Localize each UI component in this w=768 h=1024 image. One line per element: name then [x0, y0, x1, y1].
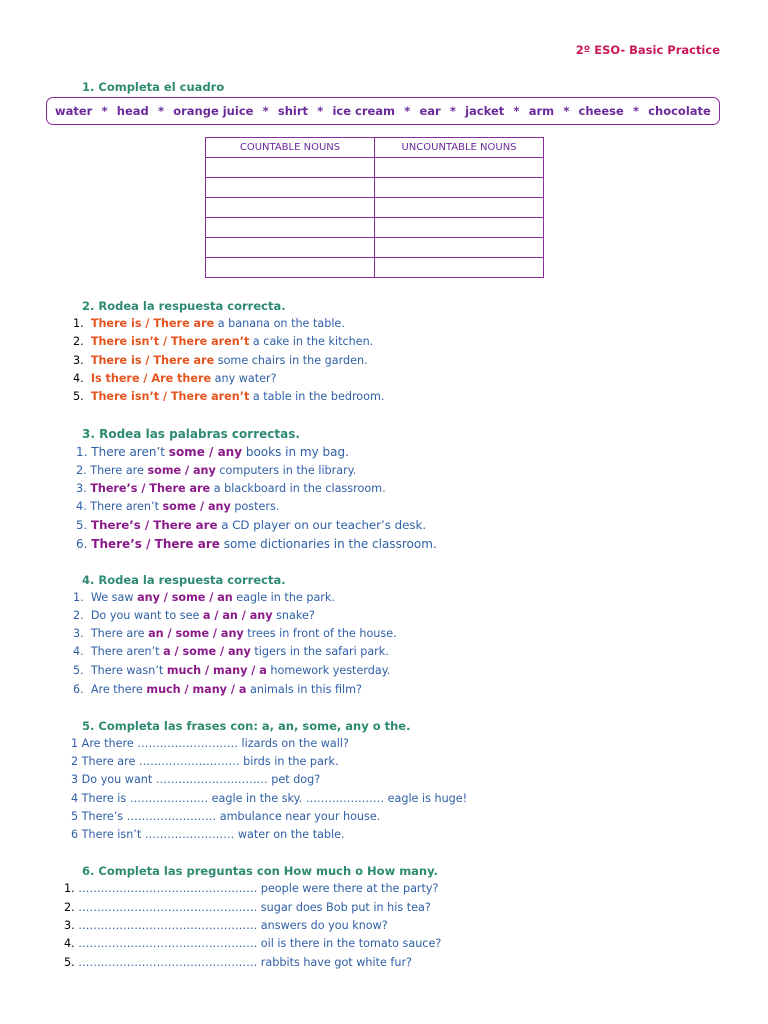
section-1-title: 1. Completa el cuadro	[82, 80, 225, 94]
answer-option[interactable]: some / any	[168, 445, 243, 459]
uncountable-header: UNCOUNTABLE NOUNS	[375, 138, 544, 158]
item-text: 3.	[76, 482, 91, 495]
item-text: ………………………………………… sugar does Bob put in his tea?	[78, 901, 431, 914]
section-4-title: 4. Rodea la respuesta correcta.	[82, 573, 286, 587]
exercise-item	[73, 372, 277, 385]
item-number: 5.	[73, 390, 84, 403]
fill-in-item[interactable]: 5 There’s …………………… ambulance near your house.	[71, 810, 381, 823]
item-text: snake?	[272, 609, 315, 622]
uncountable-cell[interactable]	[375, 238, 544, 258]
countable-cell[interactable]	[206, 218, 375, 238]
fill-in-item[interactable]: 3 Do you want ………………………… pet dog?	[71, 773, 321, 786]
uncountable-cell[interactable]	[375, 258, 544, 278]
item-text: any water?	[211, 372, 277, 385]
section-2-title: 2. Rodea la respuesta correcta.	[82, 299, 286, 313]
word: shirt	[277, 104, 309, 118]
uncountable-cell[interactable]	[375, 218, 544, 238]
item-text: There wasn’t	[90, 664, 167, 677]
fill-in-item[interactable]: 1 Are there ……………………… lizards on the wall?	[71, 737, 349, 750]
item-number: 2.	[73, 335, 84, 348]
item-number: 4.	[73, 645, 84, 658]
countable-cell[interactable]	[206, 158, 375, 178]
nouns-table	[205, 137, 544, 278]
exercise-item	[73, 627, 397, 640]
exercise-item	[73, 664, 390, 677]
word: water	[55, 104, 93, 118]
countable-cell[interactable]	[206, 238, 375, 258]
answer-option[interactable]: much / many / a	[146, 683, 247, 696]
item-text: posters.	[230, 500, 280, 513]
separator: *	[449, 104, 456, 118]
item-text: homework yesterday.	[266, 664, 391, 677]
answer-option[interactable]: There’s / There are	[90, 482, 211, 495]
item-text: books in my bag.	[242, 445, 349, 459]
exercise-item	[76, 445, 349, 459]
item-text: a CD player on our teacher’s desk.	[217, 518, 427, 532]
item-text: a table in the bedroom.	[249, 390, 385, 403]
exercise-item	[73, 317, 345, 330]
uncountable-cell[interactable]	[375, 198, 544, 218]
answer-option[interactable]: a / some / any	[163, 645, 251, 658]
exercise-item	[73, 591, 335, 604]
countable-cell[interactable]	[206, 198, 375, 218]
item-number: 2.	[73, 609, 84, 622]
word: cheese	[578, 104, 624, 118]
section-5-title: 5. Completa las frases con: a, an, some, any o the.	[82, 719, 411, 733]
separator: *	[262, 104, 269, 118]
answer-option[interactable]: a / an / any	[202, 609, 273, 622]
word: head	[116, 104, 149, 118]
item-number: 1.	[73, 591, 84, 604]
separator: *	[157, 104, 164, 118]
item-number: 5.	[73, 664, 84, 677]
item-text: a blackboard in the classroom.	[210, 482, 386, 495]
item-text: 1. There aren’t	[76, 445, 169, 459]
separator: *	[632, 104, 639, 118]
word: orange juice	[173, 104, 254, 118]
item-number: 1.	[64, 882, 75, 895]
uncountable-cell[interactable]	[375, 178, 544, 198]
item-text: some chairs in the garden.	[214, 354, 368, 367]
countable-cell[interactable]	[206, 258, 375, 278]
fill-in-item[interactable]	[64, 937, 441, 950]
fill-in-item[interactable]	[64, 901, 431, 914]
answer-option[interactable]: There’s / There are	[91, 518, 218, 532]
exercise-item	[73, 645, 389, 658]
fill-in-item[interactable]: 2 There are ……………………… birds in the park.	[71, 755, 339, 768]
fill-in-item[interactable]	[64, 919, 388, 932]
separator: *	[101, 104, 108, 118]
item-text: animals in this film?	[246, 683, 362, 696]
item-text: 6.	[76, 537, 92, 551]
separator: *	[513, 104, 520, 118]
fill-in-item[interactable]	[64, 956, 412, 969]
exercise-item	[73, 335, 373, 348]
item-text: 4. There aren’t	[76, 500, 163, 513]
exercise-item	[76, 482, 386, 495]
exercise-item	[73, 354, 368, 367]
exercise-item	[73, 683, 362, 696]
section-6-title: 6. Completa las preguntas con How much o How many.	[82, 864, 438, 878]
fill-in-item[interactable]: 6 There isn’t …………………… water on the table.	[71, 828, 345, 841]
answer-option[interactable]: There’s / There are	[91, 537, 220, 551]
item-text: There are	[90, 627, 149, 640]
answer-option[interactable]: an / some / any	[148, 627, 244, 640]
item-text: some dictionaries in the classroom.	[219, 537, 437, 551]
item-text: ………………………………………… people were there at the party?	[78, 882, 439, 895]
item-text: a banana on the table.	[214, 317, 345, 330]
item-text: ………………………………………… rabbits have got white fur?	[78, 956, 412, 969]
word: ear	[419, 104, 441, 118]
exercise-item	[73, 390, 384, 403]
section-3-title: 3. Rodea las palabras correctas.	[82, 427, 300, 441]
page-header: 2º ESO- Basic Practice	[575, 43, 720, 57]
separator: *	[563, 104, 570, 118]
separator: *	[317, 104, 324, 118]
uncountable-cell[interactable]	[375, 158, 544, 178]
word: arm	[528, 104, 555, 118]
item-text: ………………………………………… oil is there in the tomato sauce?	[78, 937, 442, 950]
word-box	[46, 97, 720, 125]
fill-in-item[interactable]: 4 There is ………………… eagle in the sky. ………………… eagle is huge!	[71, 792, 468, 805]
item-text: a cake in the kitchen.	[249, 335, 374, 348]
word: chocolate	[648, 104, 711, 118]
word: jacket	[465, 104, 505, 118]
answer-option[interactable]: There isn’t / There aren’t	[90, 335, 250, 348]
item-number: 3.	[73, 354, 84, 367]
item-text: computers in the library.	[215, 464, 357, 477]
separator: *	[404, 104, 411, 118]
item-number: 5.	[64, 956, 75, 969]
exercise-item	[76, 518, 426, 532]
exercise-item	[76, 500, 279, 513]
exercise-item	[76, 464, 356, 477]
fill-in-item[interactable]	[64, 882, 438, 895]
word: ice cream	[332, 104, 396, 118]
item-text: There aren’t	[90, 645, 164, 658]
answer-option[interactable]: There is / There are	[90, 317, 215, 330]
answer-option[interactable]: There isn’t / There aren’t	[90, 390, 250, 403]
item-text: 5.	[76, 518, 92, 532]
item-text: ………………………………………… answers do you know?	[78, 919, 388, 932]
answer-option[interactable]: Is there / Are there	[90, 372, 212, 385]
exercise-item	[76, 537, 437, 551]
answer-option[interactable]: There is / There are	[90, 354, 215, 367]
item-text: trees in front of the house.	[243, 627, 397, 640]
exercise-item	[73, 609, 315, 622]
item-number: 4.	[73, 372, 84, 385]
item-number: 1.	[73, 317, 84, 330]
item-number: 3.	[73, 627, 84, 640]
item-text: Do you want to see	[90, 609, 203, 622]
item-number: 3.	[64, 919, 75, 932]
item-number: 4.	[64, 937, 75, 950]
item-number: 6.	[73, 683, 84, 696]
item-text: We saw	[90, 591, 138, 604]
answer-option[interactable]: any / some / an	[137, 591, 233, 604]
item-text: Are there	[90, 683, 147, 696]
countable-cell[interactable]	[206, 178, 375, 198]
item-text: 2. There are	[76, 464, 148, 477]
answer-option[interactable]: much / many / a	[166, 664, 267, 677]
item-text: eagle in the park.	[232, 591, 335, 604]
item-number: 2.	[64, 901, 75, 914]
answer-option[interactable]: some / any	[147, 464, 216, 477]
item-text: tigers in the safari park.	[250, 645, 389, 658]
answer-option[interactable]: some / any	[162, 500, 231, 513]
countable-header: COUNTABLE NOUNS	[206, 138, 375, 158]
